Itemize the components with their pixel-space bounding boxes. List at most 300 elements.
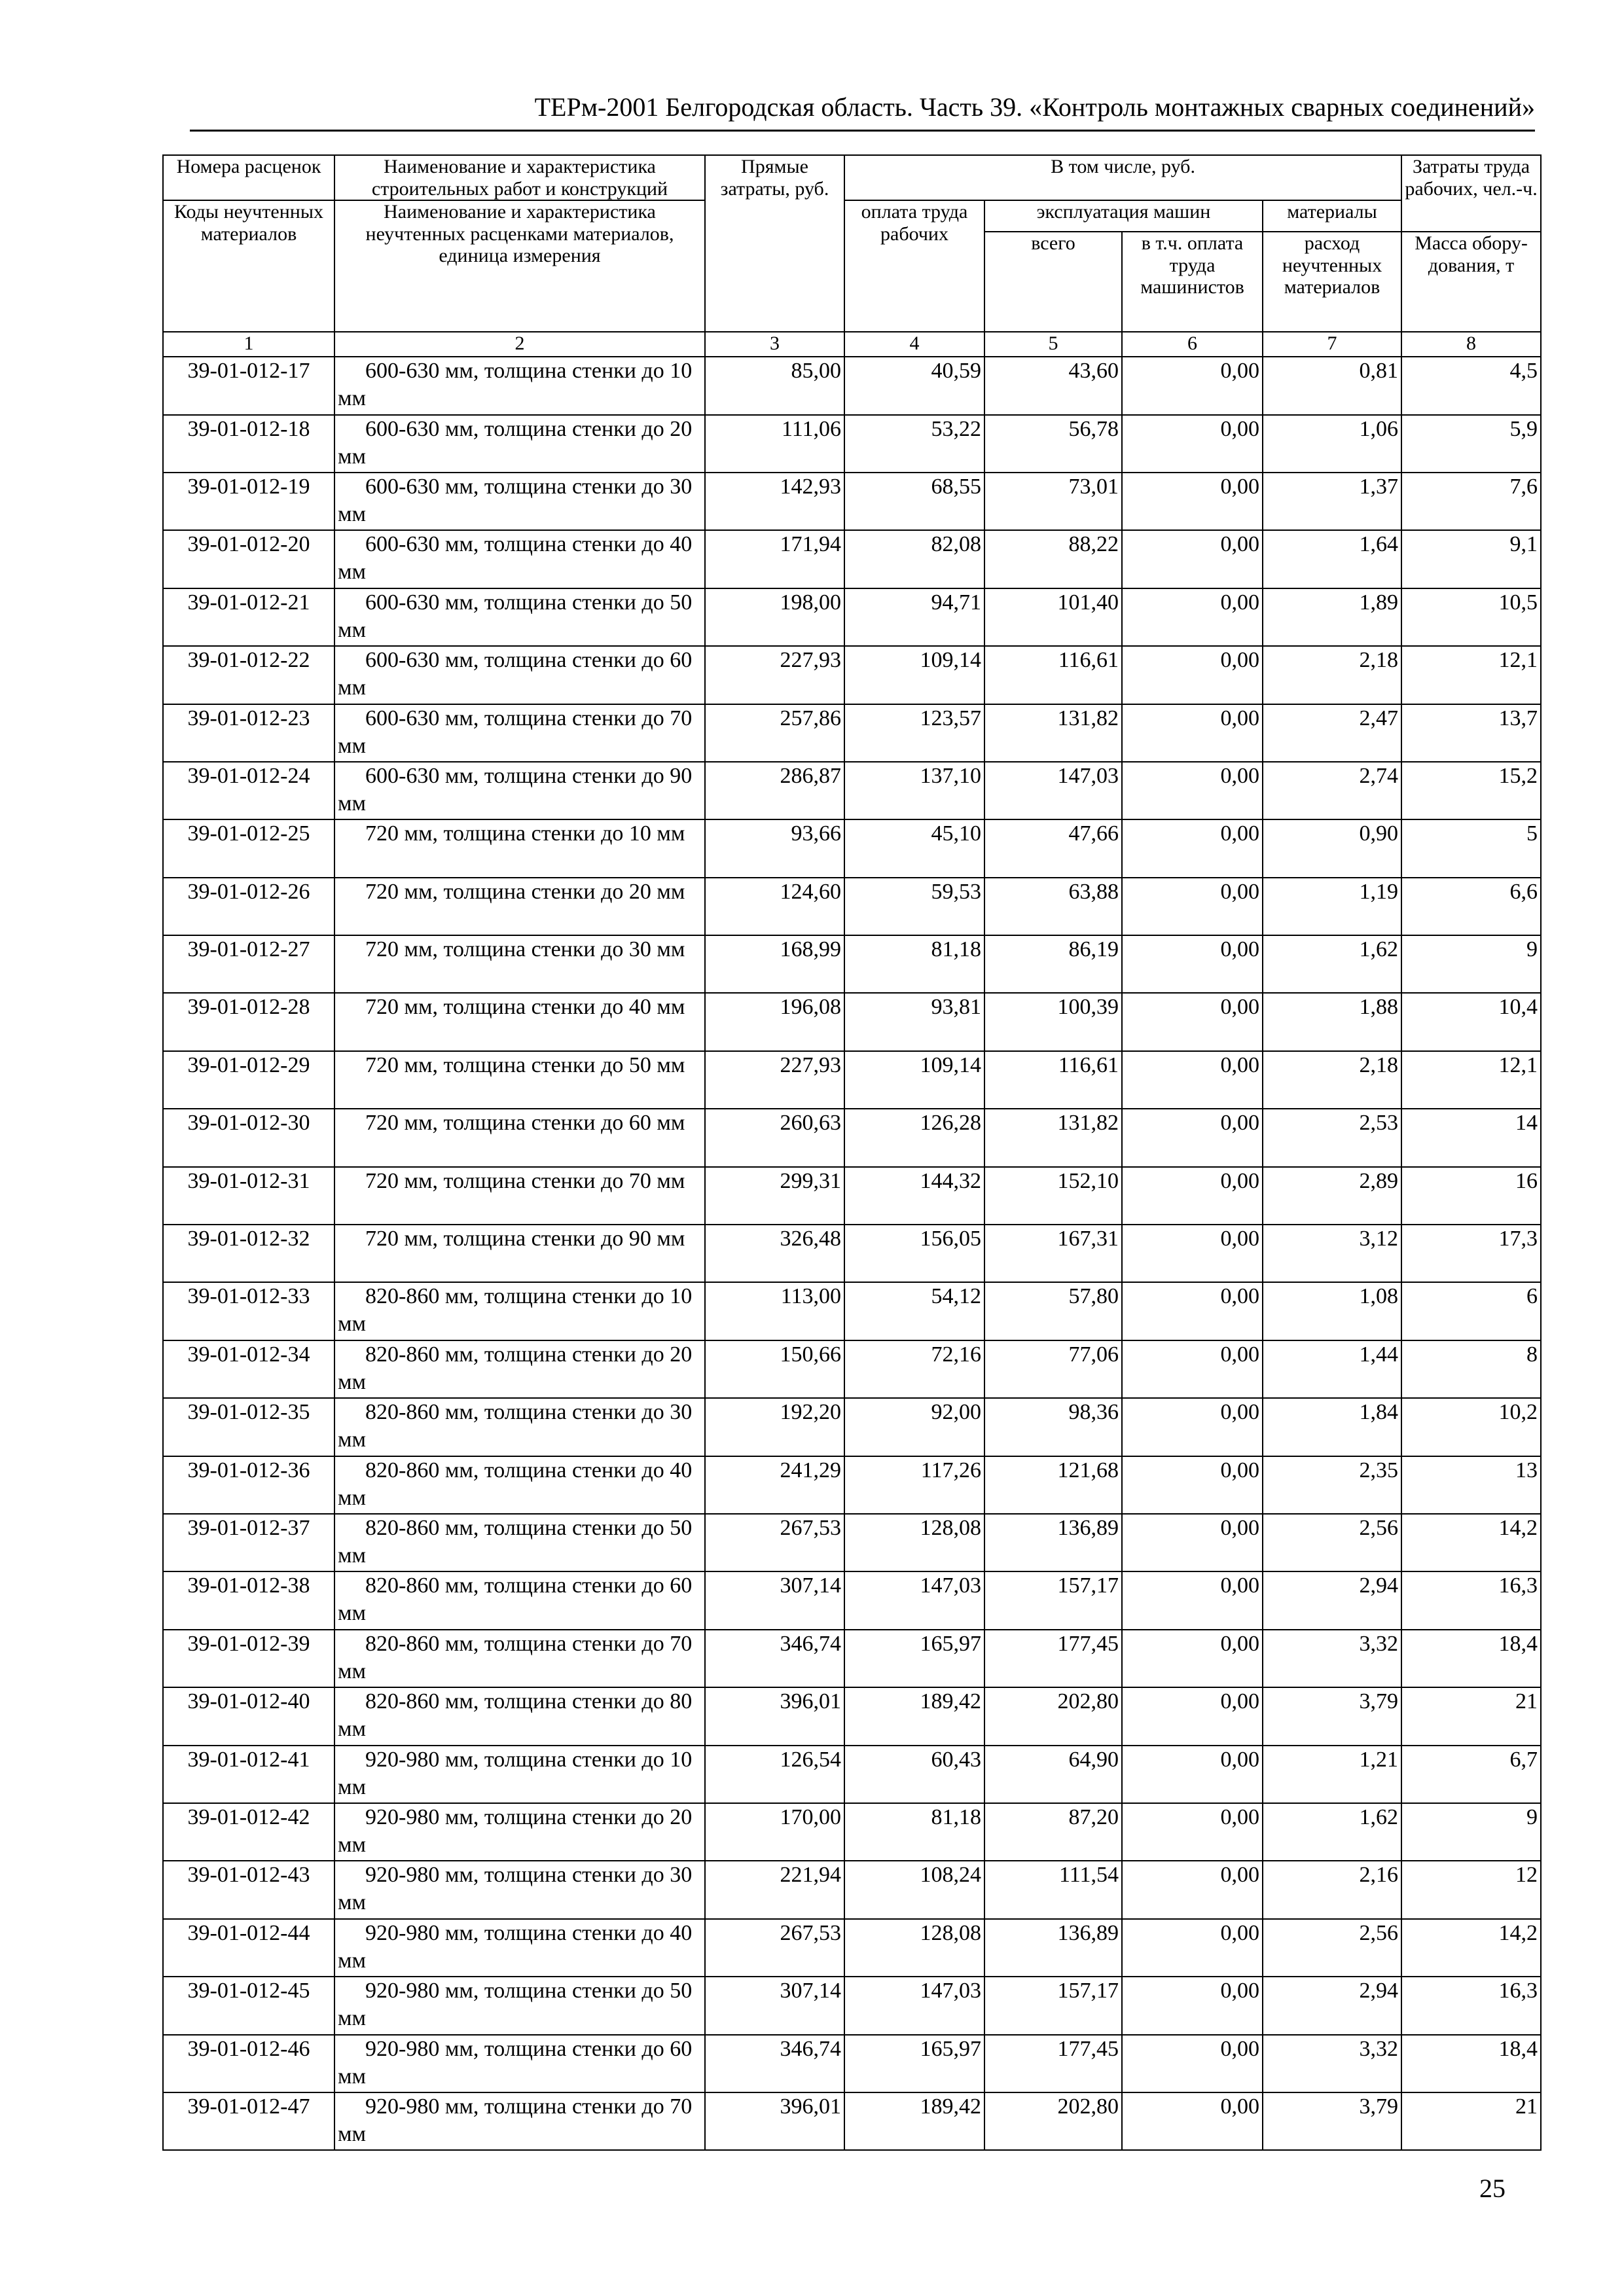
labor-hours-cell: 16,3 xyxy=(1401,1977,1541,2034)
operator-pay-cell: 0,00 xyxy=(1122,1630,1263,1687)
operator-pay-cell: 0,00 xyxy=(1122,1746,1263,1803)
rate-code-cell: 39-01-012-22 xyxy=(163,646,334,704)
labor-hours-cell: 16 xyxy=(1401,1167,1541,1225)
materials-cell: 0,81 xyxy=(1263,357,1401,414)
table-row xyxy=(163,1456,1541,1514)
table-body xyxy=(163,357,1541,2150)
machine-cost-cell: 116,61 xyxy=(984,646,1122,704)
operator-pay-cell: 0,00 xyxy=(1122,1977,1263,2034)
rate-code-cell: 39-01-012-30 xyxy=(163,1109,334,1166)
materials-cell: 0,90 xyxy=(1263,819,1401,877)
labor-hours-cell: 10,4 xyxy=(1401,993,1541,1050)
materials-cell: 1,64 xyxy=(1263,530,1401,588)
operator-pay-cell: 0,00 xyxy=(1122,1456,1263,1514)
table-row xyxy=(163,1571,1541,1629)
worker-pay-cell: 109,14 xyxy=(844,646,984,704)
machine-cost-cell: 177,45 xyxy=(984,2035,1122,2092)
worker-pay-cell: 82,08 xyxy=(844,530,984,588)
description-cell: 920-980 мм, толщина стенки до 20 мм xyxy=(334,1803,705,1861)
materials-cell: 1,37 xyxy=(1263,473,1401,530)
table-row xyxy=(163,415,1541,473)
header-machine-operation-group: эксплуатация машин xyxy=(984,200,1263,232)
operator-pay-cell: 0,00 xyxy=(1122,2035,1263,2092)
table-row xyxy=(163,993,1541,1050)
table-row xyxy=(163,1861,1541,1918)
rate-code-cell: 39-01-012-17 xyxy=(163,357,334,414)
worker-pay-cell: 81,18 xyxy=(844,1803,984,1861)
direct-cost-cell: 124,60 xyxy=(705,878,844,935)
direct-cost-cell: 346,74 xyxy=(705,1630,844,1687)
rate-code-cell: 39-01-012-32 xyxy=(163,1225,334,1282)
operator-pay-cell: 0,00 xyxy=(1122,819,1263,877)
direct-cost-cell: 126,54 xyxy=(705,1746,844,1803)
column-number: 2 xyxy=(334,332,705,357)
description-cell: 920-980 мм, толщина стенки до 30 мм xyxy=(334,1861,705,1918)
machine-cost-cell: 147,03 xyxy=(984,762,1122,819)
machine-cost-cell: 136,89 xyxy=(984,1514,1122,1571)
operator-pay-cell: 0,00 xyxy=(1122,1861,1263,1918)
labor-hours-cell: 18,4 xyxy=(1401,2035,1541,2092)
operator-pay-cell: 0,00 xyxy=(1122,1282,1263,1340)
description-cell: 720 мм, толщина стенки до 70 мм xyxy=(334,1167,705,1225)
table-row xyxy=(163,1746,1541,1803)
labor-hours-cell: 21 xyxy=(1401,1687,1541,1745)
labor-hours-cell: 12,1 xyxy=(1401,1051,1541,1109)
table-row xyxy=(163,357,1541,414)
machine-cost-cell: 47,66 xyxy=(984,819,1122,877)
description-cell: 600-630 мм, толщина стенки до 70 мм xyxy=(334,704,705,762)
direct-cost-cell: 346,74 xyxy=(705,2035,844,2092)
worker-pay-cell: 147,03 xyxy=(844,1977,984,2034)
description-cell: 920-980 мм, толщина стенки до 40 мм xyxy=(334,1919,705,1977)
worker-pay-cell: 126,28 xyxy=(844,1109,984,1166)
header-labor-hours: Затраты труда рабочих, чел.-ч. xyxy=(1401,155,1541,232)
labor-hours-cell: 5 xyxy=(1401,819,1541,877)
materials-cell: 2,53 xyxy=(1263,1109,1401,1166)
worker-pay-cell: 189,42 xyxy=(844,1687,984,1745)
operator-pay-cell: 0,00 xyxy=(1122,1571,1263,1629)
machine-cost-cell: 116,61 xyxy=(984,1051,1122,1109)
materials-cell: 3,32 xyxy=(1263,2035,1401,2092)
description-cell: 820-860 мм, толщина стенки до 20 мм xyxy=(334,1340,705,1398)
table-row xyxy=(163,878,1541,935)
description-cell: 600-630 мм, толщина стенки до 30 мм xyxy=(334,473,705,530)
description-cell: 720 мм, толщина стенки до 60 мм xyxy=(334,1109,705,1166)
rate-code-cell: 39-01-012-34 xyxy=(163,1340,334,1398)
column-number: 7 xyxy=(1263,332,1401,357)
column-number: 3 xyxy=(705,332,844,357)
labor-hours-cell: 17,3 xyxy=(1401,1225,1541,1282)
worker-pay-cell: 54,12 xyxy=(844,1282,984,1340)
worker-pay-cell: 128,08 xyxy=(844,1514,984,1571)
rate-code-cell: 39-01-012-41 xyxy=(163,1746,334,1803)
table-row xyxy=(163,646,1541,704)
labor-hours-cell: 9 xyxy=(1401,935,1541,993)
description-cell: 720 мм, толщина стенки до 90 мм xyxy=(334,1225,705,1282)
description-cell: 820-860 мм, толщина стенки до 80 мм xyxy=(334,1687,705,1745)
machine-cost-cell: 56,78 xyxy=(984,415,1122,473)
header-machines-total: всего xyxy=(984,232,1122,332)
table-row xyxy=(163,1514,1541,1571)
materials-cell: 2,16 xyxy=(1263,1861,1401,1918)
header-operator-pay: в т.ч. оплата труда машинистов xyxy=(1122,232,1263,332)
labor-hours-cell: 16,3 xyxy=(1401,1571,1541,1629)
materials-cell: 3,12 xyxy=(1263,1225,1401,1282)
machine-cost-cell: 121,68 xyxy=(984,1456,1122,1514)
description-cell: 720 мм, толщина стенки до 50 мм xyxy=(334,1051,705,1109)
table-row xyxy=(163,530,1541,588)
worker-pay-cell: 108,24 xyxy=(844,1861,984,1918)
machine-cost-cell: 202,80 xyxy=(984,2092,1122,2150)
description-cell: 820-860 мм, толщина стенки до 10 мм xyxy=(334,1282,705,1340)
machine-cost-cell: 86,19 xyxy=(984,935,1122,993)
description-cell: 820-860 мм, толщина стенки до 50 мм xyxy=(334,1514,705,1571)
worker-pay-cell: 72,16 xyxy=(844,1340,984,1398)
table-row xyxy=(163,1167,1541,1225)
rate-code-cell: 39-01-012-28 xyxy=(163,993,334,1050)
materials-cell: 2,47 xyxy=(1263,704,1401,762)
worker-pay-cell: 68,55 xyxy=(844,473,984,530)
description-cell: 600-630 мм, толщина стенки до 10 мм xyxy=(334,357,705,414)
rate-code-cell: 39-01-012-20 xyxy=(163,530,334,588)
operator-pay-cell: 0,00 xyxy=(1122,2092,1263,2150)
rate-code-cell: 39-01-012-26 xyxy=(163,878,334,935)
direct-cost-cell: 113,00 xyxy=(705,1282,844,1340)
machine-cost-cell: 177,45 xyxy=(984,1630,1122,1687)
direct-cost-cell: 267,53 xyxy=(705,1919,844,1977)
column-number: 4 xyxy=(844,332,984,357)
materials-cell: 1,08 xyxy=(1263,1282,1401,1340)
rate-code-cell: 39-01-012-36 xyxy=(163,1456,334,1514)
labor-hours-cell: 6,7 xyxy=(1401,1746,1541,1803)
operator-pay-cell: 0,00 xyxy=(1122,878,1263,935)
table-row xyxy=(163,1687,1541,1745)
rate-code-cell: 39-01-012-37 xyxy=(163,1514,334,1571)
machine-cost-cell: 131,82 xyxy=(984,704,1122,762)
header-work-description: Наименование и характеристика строительных работ и конструкций xyxy=(334,155,705,200)
worker-pay-cell: 137,10 xyxy=(844,762,984,819)
column-number: 1 xyxy=(163,332,334,357)
materials-cell: 1,06 xyxy=(1263,415,1401,473)
header-material-description: Наименование и характеристика неучтенных расценками материалов, единица измерения xyxy=(334,200,705,332)
labor-hours-cell: 18,4 xyxy=(1401,1630,1541,1687)
header-rate-numbers: Номера расценок xyxy=(163,155,334,200)
operator-pay-cell: 0,00 xyxy=(1122,1687,1263,1745)
operator-pay-cell: 0,00 xyxy=(1122,357,1263,414)
labor-hours-cell: 7,6 xyxy=(1401,473,1541,530)
machine-cost-cell: 88,22 xyxy=(984,530,1122,588)
worker-pay-cell: 53,22 xyxy=(844,415,984,473)
description-cell: 920-980 мм, толщина стенки до 50 мм xyxy=(334,1977,705,2034)
rate-code-cell: 39-01-012-25 xyxy=(163,819,334,877)
materials-cell: 1,19 xyxy=(1263,878,1401,935)
header-materials-group: материалы xyxy=(1263,200,1401,232)
rate-code-cell: 39-01-012-29 xyxy=(163,1051,334,1109)
labor-hours-cell: 15,2 xyxy=(1401,762,1541,819)
labor-hours-cell: 13 xyxy=(1401,1456,1541,1514)
description-cell: 820-860 мм, толщина стенки до 60 мм xyxy=(334,1571,705,1629)
table-row xyxy=(163,1919,1541,1977)
machine-cost-cell: 131,82 xyxy=(984,1109,1122,1166)
table-row xyxy=(163,2035,1541,2092)
rate-code-cell: 39-01-012-35 xyxy=(163,1398,334,1456)
machine-cost-cell: 101,40 xyxy=(984,588,1122,646)
operator-pay-cell: 0,00 xyxy=(1122,415,1263,473)
header-divider xyxy=(190,130,1535,132)
machine-cost-cell: 77,06 xyxy=(984,1340,1122,1398)
rate-code-cell: 39-01-012-44 xyxy=(163,1919,334,1977)
worker-pay-cell: 93,81 xyxy=(844,993,984,1050)
machine-cost-cell: 73,01 xyxy=(984,473,1122,530)
operator-pay-cell: 0,00 xyxy=(1122,1109,1263,1166)
worker-pay-cell: 156,05 xyxy=(844,1225,984,1282)
table-row xyxy=(163,1051,1541,1109)
description-cell: 720 мм, толщина стенки до 10 мм xyxy=(334,819,705,877)
rate-code-cell: 39-01-012-21 xyxy=(163,588,334,646)
materials-cell: 1,21 xyxy=(1263,1746,1401,1803)
header-worker-pay: оплата труда рабочих xyxy=(844,200,984,332)
worker-pay-cell: 59,53 xyxy=(844,878,984,935)
rate-code-cell: 39-01-012-46 xyxy=(163,2035,334,2092)
materials-cell: 1,89 xyxy=(1263,588,1401,646)
rate-code-cell: 39-01-012-18 xyxy=(163,415,334,473)
direct-cost-cell: 286,87 xyxy=(705,762,844,819)
direct-cost-cell: 326,48 xyxy=(705,1225,844,1282)
machine-cost-cell: 157,17 xyxy=(984,1571,1122,1629)
direct-cost-cell: 227,93 xyxy=(705,646,844,704)
operator-pay-cell: 0,00 xyxy=(1122,1167,1263,1225)
worker-pay-cell: 165,97 xyxy=(844,1630,984,1687)
materials-cell: 2,94 xyxy=(1263,1977,1401,2034)
description-cell: 820-860 мм, толщина стенки до 70 мм xyxy=(334,1630,705,1687)
labor-hours-cell: 10,2 xyxy=(1401,1398,1541,1456)
rate-code-cell: 39-01-012-39 xyxy=(163,1630,334,1687)
worker-pay-cell: 94,71 xyxy=(844,588,984,646)
header-including-group: В том числе, руб. xyxy=(844,155,1401,200)
table-row xyxy=(163,935,1541,993)
worker-pay-cell: 45,10 xyxy=(844,819,984,877)
description-cell: 600-630 мм, толщина стенки до 20 мм xyxy=(334,415,705,473)
rate-code-cell: 39-01-012-47 xyxy=(163,2092,334,2150)
table-row xyxy=(163,1398,1541,1456)
labor-hours-cell: 6,6 xyxy=(1401,878,1541,935)
machine-cost-cell: 43,60 xyxy=(984,357,1122,414)
table-row xyxy=(163,704,1541,762)
machine-cost-cell: 64,90 xyxy=(984,1746,1122,1803)
worker-pay-cell: 81,18 xyxy=(844,935,984,993)
labor-hours-cell: 14 xyxy=(1401,1109,1541,1166)
direct-cost-cell: 299,31 xyxy=(705,1167,844,1225)
materials-cell: 2,18 xyxy=(1263,1051,1401,1109)
rate-code-cell: 39-01-012-31 xyxy=(163,1167,334,1225)
table-row xyxy=(163,762,1541,819)
labor-hours-cell: 12,1 xyxy=(1401,646,1541,704)
rate-code-cell: 39-01-012-45 xyxy=(163,1977,334,2034)
operator-pay-cell: 0,00 xyxy=(1122,1225,1263,1282)
column-number: 8 xyxy=(1401,332,1541,357)
materials-cell: 3,32 xyxy=(1263,1630,1401,1687)
column-number-row xyxy=(163,332,1541,357)
table-header xyxy=(163,155,1541,357)
table-row xyxy=(163,1225,1541,1282)
worker-pay-cell: 60,43 xyxy=(844,1746,984,1803)
rate-code-cell: 39-01-012-23 xyxy=(163,704,334,762)
labor-hours-cell: 10,5 xyxy=(1401,588,1541,646)
price-table xyxy=(162,154,1542,2151)
labor-hours-cell: 4,5 xyxy=(1401,357,1541,414)
column-number: 6 xyxy=(1122,332,1263,357)
direct-cost-cell: 241,29 xyxy=(705,1456,844,1514)
description-cell: 820-860 мм, толщина стенки до 30 мм xyxy=(334,1398,705,1456)
operator-pay-cell: 0,00 xyxy=(1122,1803,1263,1861)
table-row xyxy=(163,819,1541,877)
materials-cell: 3,79 xyxy=(1263,2092,1401,2150)
labor-hours-cell: 13,7 xyxy=(1401,704,1541,762)
direct-cost-cell: 267,53 xyxy=(705,1514,844,1571)
materials-cell: 2,74 xyxy=(1263,762,1401,819)
worker-pay-cell: 147,03 xyxy=(844,1571,984,1629)
labor-hours-cell: 9,1 xyxy=(1401,530,1541,588)
materials-cell: 2,35 xyxy=(1263,1456,1401,1514)
machine-cost-cell: 100,39 xyxy=(984,993,1122,1050)
operator-pay-cell: 0,00 xyxy=(1122,473,1263,530)
direct-cost-cell: 221,94 xyxy=(705,1861,844,1918)
header-unaccounted-materials: расход неучтенных материалов xyxy=(1263,232,1401,332)
direct-cost-cell: 396,01 xyxy=(705,1687,844,1745)
machine-cost-cell: 111,54 xyxy=(984,1861,1122,1918)
worker-pay-cell: 117,26 xyxy=(844,1456,984,1514)
description-cell: 600-630 мм, толщина стенки до 50 мм xyxy=(334,588,705,646)
description-cell: 820-860 мм, толщина стенки до 40 мм xyxy=(334,1456,705,1514)
labor-hours-cell: 6 xyxy=(1401,1282,1541,1340)
materials-cell: 1,88 xyxy=(1263,993,1401,1050)
description-cell: 920-980 мм, толщина стенки до 70 мм xyxy=(334,2092,705,2150)
table-row xyxy=(163,1282,1541,1340)
operator-pay-cell: 0,00 xyxy=(1122,1051,1263,1109)
operator-pay-cell: 0,00 xyxy=(1122,646,1263,704)
materials-cell: 1,62 xyxy=(1263,935,1401,993)
table-row xyxy=(163,588,1541,646)
description-cell: 720 мм, толщина стенки до 40 мм xyxy=(334,993,705,1050)
operator-pay-cell: 0,00 xyxy=(1122,588,1263,646)
table-row xyxy=(163,1109,1541,1166)
operator-pay-cell: 0,00 xyxy=(1122,935,1263,993)
machine-cost-cell: 63,88 xyxy=(984,878,1122,935)
labor-hours-cell: 12 xyxy=(1401,1861,1541,1918)
machine-cost-cell: 57,80 xyxy=(984,1282,1122,1340)
description-cell: 600-630 мм, толщина стенки до 40 мм xyxy=(334,530,705,588)
direct-cost-cell: 307,14 xyxy=(705,1571,844,1629)
description-cell: 600-630 мм, толщина стенки до 90 мм xyxy=(334,762,705,819)
table-row xyxy=(163,1630,1541,1687)
description-cell: 720 мм, толщина стенки до 30 мм xyxy=(334,935,705,993)
materials-cell: 2,56 xyxy=(1263,1514,1401,1571)
operator-pay-cell: 0,00 xyxy=(1122,1340,1263,1398)
worker-pay-cell: 144,32 xyxy=(844,1167,984,1225)
materials-cell: 2,94 xyxy=(1263,1571,1401,1629)
materials-cell: 3,79 xyxy=(1263,1687,1401,1745)
direct-cost-cell: 257,86 xyxy=(705,704,844,762)
direct-cost-cell: 198,00 xyxy=(705,588,844,646)
rate-code-cell: 39-01-012-19 xyxy=(163,473,334,530)
machine-cost-cell: 152,10 xyxy=(984,1167,1122,1225)
direct-cost-cell: 170,00 xyxy=(705,1803,844,1861)
machine-cost-cell: 157,17 xyxy=(984,1977,1122,2034)
direct-cost-cell: 260,63 xyxy=(705,1109,844,1166)
worker-pay-cell: 189,42 xyxy=(844,2092,984,2150)
operator-pay-cell: 0,00 xyxy=(1122,993,1263,1050)
direct-cost-cell: 150,66 xyxy=(705,1340,844,1398)
rate-code-cell: 39-01-012-38 xyxy=(163,1571,334,1629)
worker-pay-cell: 165,97 xyxy=(844,2035,984,2092)
labor-hours-cell: 14,2 xyxy=(1401,1514,1541,1571)
table-row xyxy=(163,1803,1541,1861)
direct-cost-cell: 93,66 xyxy=(705,819,844,877)
materials-cell: 1,44 xyxy=(1263,1340,1401,1398)
materials-cell: 1,84 xyxy=(1263,1398,1401,1456)
header-direct-costs: Прямые затраты, руб. xyxy=(705,155,844,332)
worker-pay-cell: 92,00 xyxy=(844,1398,984,1456)
table-row xyxy=(163,473,1541,530)
operator-pay-cell: 0,00 xyxy=(1122,1514,1263,1571)
rate-code-cell: 39-01-012-33 xyxy=(163,1282,334,1340)
direct-cost-cell: 111,06 xyxy=(705,415,844,473)
operator-pay-cell: 0,00 xyxy=(1122,530,1263,588)
table-row xyxy=(163,1977,1541,2034)
worker-pay-cell: 40,59 xyxy=(844,357,984,414)
worker-pay-cell: 109,14 xyxy=(844,1051,984,1109)
worker-pay-cell: 128,08 xyxy=(844,1919,984,1977)
machine-cost-cell: 87,20 xyxy=(984,1803,1122,1861)
machine-cost-cell: 98,36 xyxy=(984,1398,1122,1456)
description-cell: 720 мм, толщина стенки до 20 мм xyxy=(334,878,705,935)
page-header-title: ТЕРм-2001 Белгородская область. Часть 39. «Контроль монтажных сварных соединений» xyxy=(534,92,1535,122)
operator-pay-cell: 0,00 xyxy=(1122,704,1263,762)
materials-cell: 2,89 xyxy=(1263,1167,1401,1225)
worker-pay-cell: 123,57 xyxy=(844,704,984,762)
page-number: 25 xyxy=(1479,2174,1506,2203)
direct-cost-cell: 307,14 xyxy=(705,1977,844,2034)
materials-cell: 2,18 xyxy=(1263,646,1401,704)
labor-hours-cell: 8 xyxy=(1401,1340,1541,1398)
direct-cost-cell: 196,08 xyxy=(705,993,844,1050)
operator-pay-cell: 0,00 xyxy=(1122,1919,1263,1977)
direct-cost-cell: 171,94 xyxy=(705,530,844,588)
direct-cost-cell: 192,20 xyxy=(705,1398,844,1456)
description-cell: 920-980 мм, толщина стенки до 60 мм xyxy=(334,2035,705,2092)
labor-hours-cell: 5,9 xyxy=(1401,415,1541,473)
machine-cost-cell: 202,80 xyxy=(984,1687,1122,1745)
rate-code-cell: 39-01-012-27 xyxy=(163,935,334,993)
labor-hours-cell: 21 xyxy=(1401,2092,1541,2150)
operator-pay-cell: 0,00 xyxy=(1122,762,1263,819)
rate-code-cell: 39-01-012-40 xyxy=(163,1687,334,1745)
machine-cost-cell: 167,31 xyxy=(984,1225,1122,1282)
column-number: 5 xyxy=(984,332,1122,357)
description-cell: 920-980 мм, толщина стенки до 10 мм xyxy=(334,1746,705,1803)
machine-cost-cell: 136,89 xyxy=(984,1919,1122,1977)
rate-code-cell: 39-01-012-42 xyxy=(163,1803,334,1861)
table-row xyxy=(163,2092,1541,2150)
direct-cost-cell: 85,00 xyxy=(705,357,844,414)
direct-cost-cell: 168,99 xyxy=(705,935,844,993)
rate-code-cell: 39-01-012-24 xyxy=(163,762,334,819)
materials-cell: 2,56 xyxy=(1263,1919,1401,1977)
table-row xyxy=(163,1340,1541,1398)
direct-cost-cell: 227,93 xyxy=(705,1051,844,1109)
labor-hours-cell: 14,2 xyxy=(1401,1919,1541,1977)
header-equipment-mass: Масса обору-дования, т xyxy=(1401,232,1541,332)
